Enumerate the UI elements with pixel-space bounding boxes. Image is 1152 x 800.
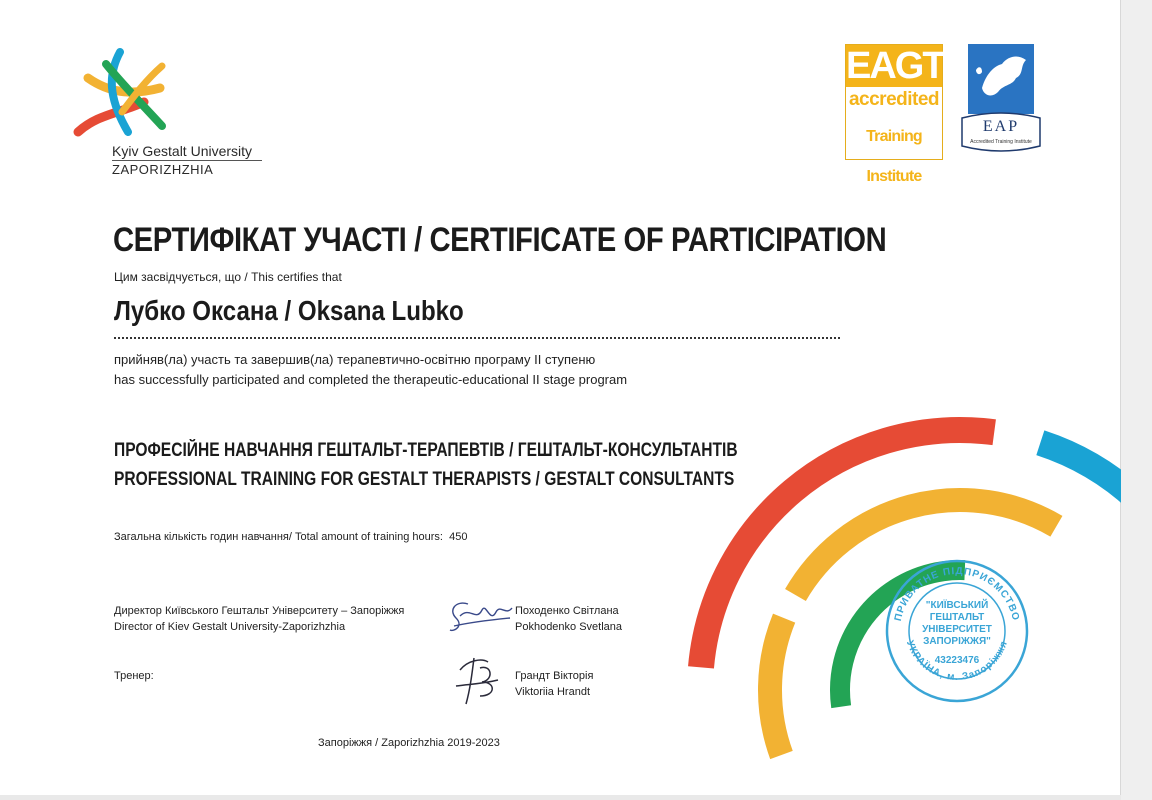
stamp-line-1: "КИЇВСЬКИЙ — [925, 600, 989, 611]
course-title-en: PROFESSIONAL TRAINING FOR GESTALT THERAPISTS / GESTALT CONSULTANTS — [114, 469, 735, 490]
logo-caption-city: ZAPORIZHZHIA — [112, 162, 214, 177]
logo-caption-university: Kyiv Gestalt University — [112, 143, 253, 159]
stamp-code: 43223476 — [934, 655, 980, 666]
trainer-name-ua: Грандт Вікторія — [515, 670, 594, 682]
course-title-ua: ПРОФЕСІЙНЕ НАВЧАННЯ ГЕШТАЛЬТ-ТЕРАПЕВТІВ / ГЕШТАЛЬТ-КОНСУЛЬТАНТІВ — [114, 440, 738, 461]
stamp-line-4: ЗАПОРІЖЖЯ" — [923, 636, 991, 647]
director-signature-icon — [446, 596, 516, 638]
eagt-badge-title: EAGT — [846, 45, 944, 87]
stamp-ring-bottom: УКРАЇНА, м. Запоріжжя — [903, 639, 1011, 683]
trainer-signature-icon — [452, 650, 502, 708]
kgu-logo-icon — [68, 44, 178, 144]
director-name-en: Pokhodenko Svetlana — [515, 621, 623, 633]
name-dotted-line — [114, 337, 840, 339]
program-text-ua: прийняв(ла) участь та завершив(ла) терапевтично-освітню програму II ступеню — [114, 352, 596, 367]
training-hours-label: Загальна кількість годин навчання/ Total amount of training hours: — [114, 531, 443, 543]
director-title-en: Director of Kiev Gestalt University-Zaporizhzhia — [114, 621, 346, 633]
certificate-title: СЕРТИФІКАТ УЧАСТІ / CERTIFICATE OF PARTICIPATION — [113, 221, 887, 259]
stamp-line-3: УНІВЕРСИТЕТ — [922, 624, 992, 635]
eagt-badge — [845, 44, 944, 185]
certifies-text: Цим засвідчується, що / This certifies that — [114, 270, 342, 284]
eagt-badge-institute: Training Institute — [866, 128, 922, 185]
stamp-line-2: ГЕШТАЛЬТ — [929, 612, 985, 623]
eap-badge — [958, 44, 1044, 158]
logo-divider — [112, 160, 262, 161]
training-hours-value: 450 — [449, 531, 468, 543]
recipient-name: Лубко Оксана / Oksana Lubko — [114, 295, 464, 326]
europe-map-icon — [968, 44, 1034, 114]
trainer-label: Тренер: — [114, 670, 154, 682]
eagt-badge-accredited: accredited — [848, 89, 940, 110]
viewer-gutter — [1121, 0, 1152, 800]
program-text-en: has successfully participated and completed the therapeutic-educational II stage program — [114, 372, 628, 387]
place-and-years: Запоріжжя / Zaporizhzhia 2019-2023 — [318, 737, 500, 749]
eap-badge-label: EAP — [982, 118, 1020, 135]
director-title-ua: Директор Київського Гештальт Університету – Запоріжжя — [114, 605, 405, 617]
training-hours — [114, 531, 467, 543]
director-name-ua: Походенко Світлана — [515, 605, 619, 617]
stamp-ring-top: ПРИВАТНЕ ПІДПРИЄМСТВО — [892, 565, 1022, 623]
eap-badge-sub: Accredited Training Institute — [970, 139, 1032, 145]
trainer-name-en: Viktoriia Hrandt — [515, 686, 590, 698]
